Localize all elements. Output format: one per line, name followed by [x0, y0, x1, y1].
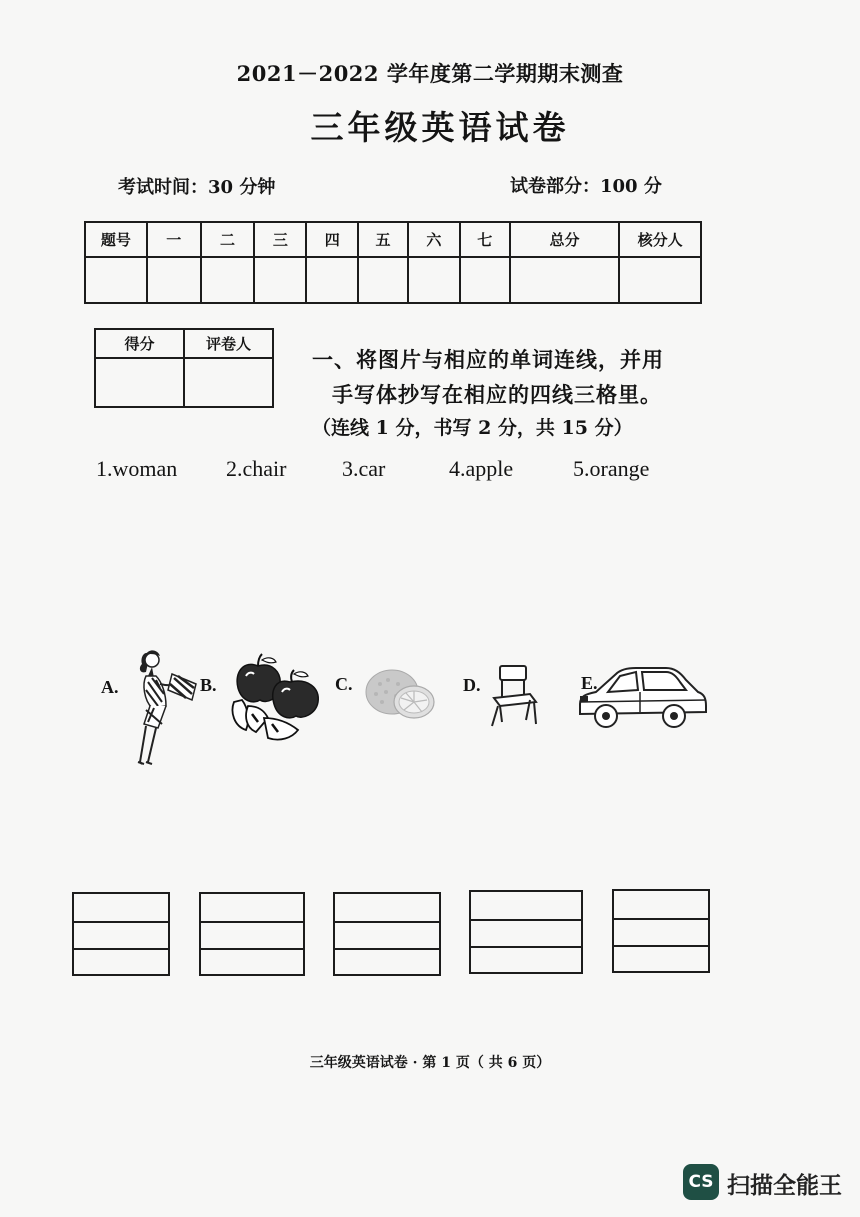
score-table-header: 核分人	[619, 222, 701, 257]
scanner-watermark: 扫描全能王	[727, 1173, 842, 1199]
score-table-header: 七	[460, 222, 510, 257]
picture-label: A.	[101, 677, 119, 697]
score-table-header: 题号	[85, 222, 147, 257]
score-cell[interactable]	[306, 257, 358, 303]
score-table-header: 四	[306, 222, 358, 257]
word-item: 1.woman	[96, 456, 178, 481]
word-item: 5.orange	[573, 456, 650, 481]
section-scoring-note: （连线 1 分，书写 2 分，共 15 分）	[312, 417, 633, 439]
section-instruction: 一、将图片与相应的单词连线，并用	[312, 347, 664, 372]
exam-time: 考试时间：30 分钟	[118, 177, 276, 198]
score-table-blank-row	[85, 257, 701, 303]
picture-label: E.	[581, 673, 598, 693]
score-cell[interactable]	[510, 257, 620, 303]
grader-name-cell[interactable]	[184, 358, 273, 407]
writing-box-3[interactable]	[333, 892, 441, 976]
score-cell[interactable]	[619, 257, 701, 303]
writing-box-2[interactable]	[199, 892, 305, 976]
picture-label: C.	[335, 674, 353, 694]
exam-title: 2021－2022 学年度第二学期期末测查	[236, 61, 624, 86]
grader-table-header: 得分	[95, 329, 184, 358]
writing-box-5[interactable]	[612, 889, 710, 973]
section-score-cell[interactable]	[95, 358, 184, 407]
section-instruction: 手写体抄写在相应的四线三格里。	[332, 382, 662, 407]
score-table-header: 二	[201, 222, 255, 257]
woman-icon	[122, 644, 198, 766]
score-table-header-row	[85, 222, 701, 257]
score-table-header: 总分	[510, 222, 620, 257]
page-footer: 三年级英语试卷 · 第 1 页（ 共 6 页）	[309, 1055, 551, 1071]
chair-icon	[488, 664, 540, 728]
score-cell[interactable]	[460, 257, 510, 303]
score-cell[interactable]	[201, 257, 255, 303]
car-icon	[576, 666, 708, 736]
grader-table	[94, 328, 274, 408]
grader-table-header: 评卷人	[184, 329, 273, 358]
score-cell[interactable]	[254, 257, 306, 303]
word-item: 4.apple	[449, 456, 514, 481]
word-item: 2.chair	[226, 456, 287, 481]
score-table	[84, 221, 702, 304]
score-table-header: 六	[408, 222, 460, 257]
picture-label: B.	[200, 675, 217, 695]
writing-box-4[interactable]	[469, 890, 583, 974]
word-item: 3.car	[342, 456, 386, 481]
score-cell[interactable]	[85, 257, 147, 303]
score-cell[interactable]	[147, 257, 201, 303]
camscanner-logo-icon: CS	[683, 1164, 719, 1200]
score-table-header: 一	[147, 222, 201, 257]
score-cell[interactable]	[358, 257, 408, 303]
writing-box-1[interactable]	[72, 892, 170, 976]
score-table-header: 三	[254, 222, 306, 257]
score-cell[interactable]	[408, 257, 460, 303]
score-table-header: 五	[358, 222, 408, 257]
apples-icon	[228, 652, 322, 744]
paper-total-score: 试卷部分：100 分	[510, 176, 662, 197]
orange-icon	[362, 668, 438, 722]
picture-label: D.	[463, 675, 481, 695]
paper-title: 三年级英语试卷	[310, 108, 570, 147]
